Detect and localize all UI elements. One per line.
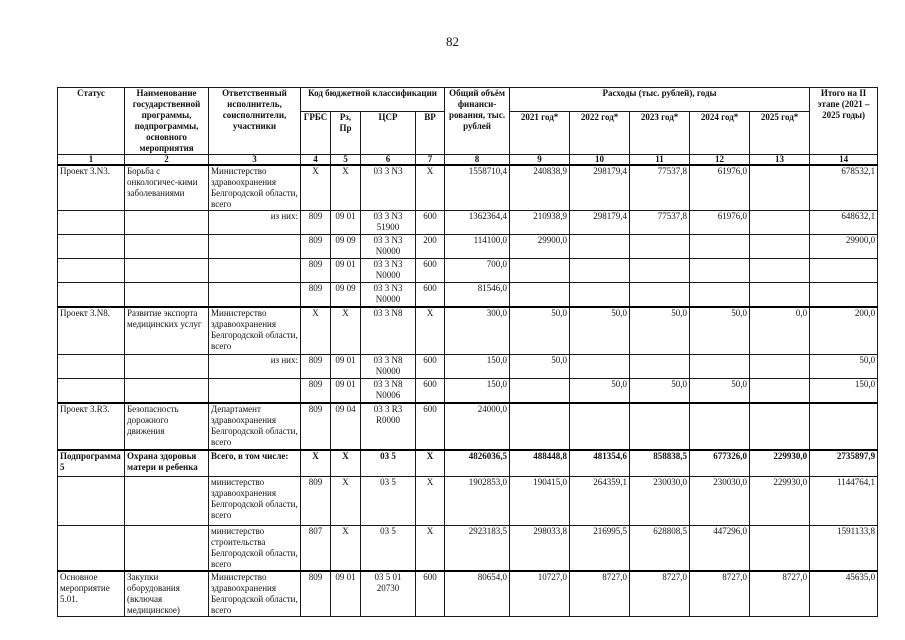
column-number: 3 [209, 155, 301, 166]
vr-cell: X [416, 165, 445, 211]
year-2023-cell: 77537,8 [630, 211, 690, 235]
grbs-cell: 809 [301, 571, 331, 617]
header-year-2025: 2025 год* [750, 112, 810, 155]
rzpr-cell: X [331, 307, 361, 355]
total-stage-cell [810, 259, 878, 283]
status-cell [58, 235, 125, 259]
total-funding-cell: 24000,0 [445, 403, 510, 450]
vr-cell: X [416, 307, 445, 355]
header-year-2024: 2024 год* [690, 112, 750, 155]
responsible-cell [209, 283, 301, 308]
total-funding-cell: 81546,0 [445, 283, 510, 308]
year-2022-cell: 50,0 [570, 307, 630, 355]
responsible-cell: министерство строительства Белгородской области, всего [209, 526, 301, 572]
total-funding-cell: 700,0 [445, 259, 510, 283]
year-2025-cell [750, 165, 810, 211]
year-2024-cell [690, 259, 750, 283]
program-name-cell: Закупки оборудования (включая медицинское) [125, 571, 209, 617]
header-year-2022: 2022 год* [570, 112, 630, 155]
status-cell: Проект 3.R3. [58, 403, 125, 450]
vr-cell: 600 [416, 259, 445, 283]
year-2025-cell: 229930,0 [750, 450, 810, 477]
responsible-cell: Департамент здравоохранения Белгородской области, всего [209, 403, 301, 450]
year-2021-cell: 29900,0 [510, 235, 570, 259]
year-2024-cell [690, 355, 750, 379]
status-cell [58, 526, 125, 572]
total-funding-cell: 4826036,5 [445, 450, 510, 477]
rzpr-cell: X [331, 165, 361, 211]
program-name-cell [125, 379, 209, 404]
year-2023-cell: 230030,0 [630, 477, 690, 526]
year-2022-cell [570, 259, 630, 283]
total-funding-cell: 114100,0 [445, 235, 510, 259]
year-2023-cell [630, 235, 690, 259]
total-funding-cell: 150,0 [445, 379, 510, 404]
total-stage-cell: 45635,0 [810, 571, 878, 617]
year-2022-cell [570, 235, 630, 259]
total-funding-cell: 150,0 [445, 355, 510, 379]
year-2024-cell: 50,0 [690, 379, 750, 404]
status-cell: Проект 3.N3. [58, 165, 125, 211]
table-row [58, 403, 878, 450]
year-2021-cell: 50,0 [510, 355, 570, 379]
year-2025-cell [750, 283, 810, 308]
table-row [58, 307, 878, 355]
responsible-cell [209, 259, 301, 283]
year-2025-cell [750, 379, 810, 404]
year-2023-cell: 628808,5 [630, 526, 690, 572]
program-name-cell [125, 211, 209, 235]
grbs-cell: X [301, 450, 331, 477]
budget-table-body [58, 165, 878, 617]
csr-cell: 03 3 N3 N0000 [361, 259, 416, 283]
responsible-cell: Министерство здравоохранения Белгородской области, всего [209, 307, 301, 355]
vr-cell: 600 [416, 283, 445, 308]
total-stage-cell: 1591133,8 [810, 526, 878, 572]
vr-cell: X [416, 526, 445, 572]
grbs-cell: 809 [301, 259, 331, 283]
csr-cell: 03 3 N8 N0000 [361, 355, 416, 379]
csr-cell: 03 3 N3 N0000 [361, 235, 416, 259]
header-budget-code: Код бюджетной классификации [301, 88, 445, 112]
rzpr-cell: 09 01 [331, 379, 361, 404]
vr-cell: 600 [416, 571, 445, 617]
year-2025-cell: 0,0 [750, 307, 810, 355]
total-stage-cell [810, 283, 878, 308]
year-2021-cell [510, 379, 570, 404]
total-stage-cell: 200,0 [810, 307, 878, 355]
rzpr-cell: X [331, 526, 361, 572]
status-cell [58, 283, 125, 308]
year-2023-cell [630, 283, 690, 308]
program-name-cell [125, 259, 209, 283]
year-2022-cell: 298179,4 [570, 211, 630, 235]
csr-cell: 03 5 [361, 526, 416, 572]
status-cell: Подпрограмма 5 [58, 450, 125, 477]
year-2023-cell [630, 403, 690, 450]
program-name-cell [125, 355, 209, 379]
csr-cell: 03 5 [361, 477, 416, 526]
year-2023-cell: 77537,8 [630, 165, 690, 211]
header-year-2021: 2021 год* [510, 112, 570, 155]
program-name-cell: Охрана здоровья матери и ребенка [125, 450, 209, 477]
grbs-cell: 809 [301, 403, 331, 450]
year-2022-cell: 264359,1 [570, 477, 630, 526]
column-number: 11 [630, 155, 690, 166]
program-name-cell [125, 283, 209, 308]
year-2025-cell [750, 211, 810, 235]
year-2021-cell: 488448,8 [510, 450, 570, 477]
program-name-cell [125, 526, 209, 572]
csr-cell: 03 3 N3 [361, 165, 416, 211]
responsible-cell [209, 379, 301, 404]
year-2021-cell [510, 283, 570, 308]
rzpr-cell: 09 09 [331, 283, 361, 308]
table-row [58, 450, 878, 477]
year-2021-cell: 240838,9 [510, 165, 570, 211]
program-name-cell: Развитие экспорта медицинских услуг [125, 307, 209, 355]
table-row [58, 283, 878, 308]
rzpr-cell: 09 01 [331, 211, 361, 235]
header-csr: ЦСР [361, 112, 416, 155]
year-2021-cell: 190415,0 [510, 477, 570, 526]
year-2021-cell: 50,0 [510, 307, 570, 355]
column-number: 10 [570, 155, 630, 166]
table-row [58, 379, 878, 404]
year-2022-cell: 50,0 [570, 379, 630, 404]
year-2021-cell: 10727,0 [510, 571, 570, 617]
total-stage-cell: 1144764,1 [810, 477, 878, 526]
rzpr-cell: X [331, 477, 361, 526]
rzpr-cell: 09 01 [331, 571, 361, 617]
rzpr-cell: X [331, 450, 361, 477]
column-number: 7 [416, 155, 445, 166]
responsible-cell: министерство здравоохранения Белгородской области, всего [209, 477, 301, 526]
table-row [58, 165, 878, 211]
grbs-cell: 807 [301, 526, 331, 572]
status-cell [58, 211, 125, 235]
status-cell [58, 355, 125, 379]
responsible-cell: Министерство здравоохранения Белгородской области, всего [209, 571, 301, 617]
column-number: 6 [361, 155, 416, 166]
total-stage-cell [810, 403, 878, 450]
header-responsible: Ответственный исполнитель, соисполнители, участники [209, 88, 301, 155]
year-2025-cell [750, 259, 810, 283]
year-2025-cell: 8727,0 [750, 571, 810, 617]
grbs-cell: 809 [301, 379, 331, 404]
csr-cell: 03 3 N3 51900 [361, 211, 416, 235]
year-2023-cell: 858838,5 [630, 450, 690, 477]
year-2024-cell [690, 235, 750, 259]
csr-cell: 03 3 R3 R0000 [361, 403, 416, 450]
csr-cell: 03 3 N8 N0006 [361, 379, 416, 404]
status-cell [58, 379, 125, 404]
vr-cell: X [416, 450, 445, 477]
year-2024-cell: 8727,0 [690, 571, 750, 617]
column-number: 12 [690, 155, 750, 166]
grbs-cell: 809 [301, 235, 331, 259]
grbs-cell: 809 [301, 355, 331, 379]
year-2021-cell [510, 259, 570, 283]
vr-cell: 600 [416, 211, 445, 235]
grbs-cell: 809 [301, 283, 331, 308]
year-2024-cell [690, 283, 750, 308]
year-2022-cell [570, 283, 630, 308]
total-stage-cell: 150,0 [810, 379, 878, 404]
year-2023-cell [630, 259, 690, 283]
year-2022-cell: 298179,4 [570, 165, 630, 211]
year-2024-cell: 230030,0 [690, 477, 750, 526]
responsible-cell: из них: [209, 355, 301, 379]
year-2024-cell: 61976,0 [690, 211, 750, 235]
program-name-cell [125, 235, 209, 259]
column-number: 14 [810, 155, 878, 166]
header-total-funding: Общий объём финанси-рования, тыс. рублей [445, 88, 510, 155]
year-2021-cell [510, 403, 570, 450]
table-row [58, 235, 878, 259]
year-2023-cell: 50,0 [630, 379, 690, 404]
program-name-cell [125, 477, 209, 526]
budget-table [57, 87, 878, 617]
year-2022-cell [570, 355, 630, 379]
header-vr: ВР [416, 112, 445, 155]
header-status: Статус [58, 88, 125, 155]
csr-cell: 03 3 N3 N0000 [361, 283, 416, 308]
column-number: 8 [445, 155, 510, 166]
year-2023-cell [630, 355, 690, 379]
year-2023-cell: 50,0 [630, 307, 690, 355]
responsible-cell: Всего, в том числе: [209, 450, 301, 477]
year-2024-cell: 50,0 [690, 307, 750, 355]
column-number: 2 [125, 155, 209, 166]
year-2021-cell: 210938,9 [510, 211, 570, 235]
vr-cell: X [416, 477, 445, 526]
rzpr-cell: 09 09 [331, 235, 361, 259]
program-name-cell: Безопасность дорожного движения [125, 403, 209, 450]
table-row [58, 571, 878, 617]
header-year-2023: 2023 год* [630, 112, 690, 155]
year-2022-cell: 8727,0 [570, 571, 630, 617]
year-2024-cell [690, 403, 750, 450]
csr-cell: 03 5 [361, 450, 416, 477]
column-number: 5 [331, 155, 361, 166]
year-2022-cell [570, 403, 630, 450]
year-2025-cell [750, 235, 810, 259]
total-funding-cell: 300,0 [445, 307, 510, 355]
csr-cell: 03 5 01 20730 [361, 571, 416, 617]
vr-cell: 200 [416, 235, 445, 259]
column-number: 13 [750, 155, 810, 166]
status-cell [58, 477, 125, 526]
total-funding-cell: 1902853,0 [445, 477, 510, 526]
grbs-cell: 809 [301, 477, 331, 526]
year-2025-cell [750, 355, 810, 379]
table-row [58, 477, 878, 526]
vr-cell: 600 [416, 355, 445, 379]
total-funding-cell: 80654,0 [445, 571, 510, 617]
rzpr-cell: 09 01 [331, 355, 361, 379]
year-2025-cell [750, 526, 810, 572]
column-numbers-row [58, 155, 878, 166]
column-number: 9 [510, 155, 570, 166]
year-2023-cell: 8727,0 [630, 571, 690, 617]
total-funding-cell: 1362364,4 [445, 211, 510, 235]
grbs-cell: X [301, 307, 331, 355]
responsible-cell: из них: [209, 211, 301, 235]
responsible-cell: Министерство здравоохранения Белгородской области, всего [209, 165, 301, 211]
program-name-cell: Борьба с онкологичес-кими заболеваниями [125, 165, 209, 211]
year-2025-cell: 229930,0 [750, 477, 810, 526]
total-stage-cell: 50,0 [810, 355, 878, 379]
vr-cell: 600 [416, 403, 445, 450]
rzpr-cell: 09 04 [331, 403, 361, 450]
status-cell [58, 259, 125, 283]
total-funding-cell: 1558710,4 [445, 165, 510, 211]
rzpr-cell: 09 01 [331, 259, 361, 283]
vr-cell: 600 [416, 379, 445, 404]
header-grbs: ГРБС [301, 112, 331, 155]
total-stage-cell: 29900,0 [810, 235, 878, 259]
year-2022-cell: 481354,6 [570, 450, 630, 477]
total-stage-cell: 2735897,9 [810, 450, 878, 477]
header-total-stage: Итого на II этапе (2021 – 2025 годы) [810, 88, 878, 155]
responsible-cell [209, 235, 301, 259]
total-funding-cell: 2923183,5 [445, 526, 510, 572]
table-row [58, 355, 878, 379]
table-row [58, 526, 878, 572]
year-2021-cell: 298033,8 [510, 526, 570, 572]
table-row [58, 211, 878, 235]
status-cell: Основное мероприятие 5.01. [58, 571, 125, 617]
grbs-cell: X [301, 165, 331, 211]
year-2024-cell: 447296,0 [690, 526, 750, 572]
year-2022-cell: 216995,5 [570, 526, 630, 572]
column-number: 4 [301, 155, 331, 166]
status-cell: Проект 3.N8. [58, 307, 125, 355]
page-number: 82 [446, 34, 459, 49]
header-program-name: Наименование государственной программы, подпрограммы, основного мероприятия [125, 88, 209, 155]
header-rzpr: Рз, Пр [331, 112, 361, 155]
total-stage-cell: 648632,1 [810, 211, 878, 235]
header-expenses: Расходы (тыс. рублей), годы [510, 88, 810, 112]
total-stage-cell: 678532,1 [810, 165, 878, 211]
column-number: 1 [58, 155, 125, 166]
year-2024-cell: 677326,0 [690, 450, 750, 477]
year-2024-cell: 61976,0 [690, 165, 750, 211]
year-2025-cell [750, 403, 810, 450]
csr-cell: 03 3 N8 [361, 307, 416, 355]
grbs-cell: 809 [301, 211, 331, 235]
table-row [58, 259, 878, 283]
